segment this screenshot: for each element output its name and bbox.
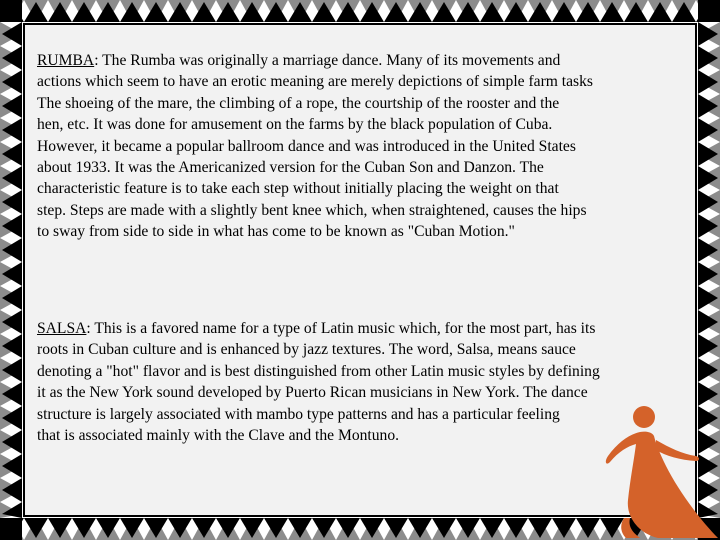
rumba-paragraph <box>37 50 687 243</box>
rumba-text: : The Rumba was originally a marriage dance. Many of its movements and actions which seem to have an erotic meaning are merely depictions of simple farm tasks The shoeing of the mare, the climbing of a rope, the courtship of the rooster and the hen, etc. It was done for amusement on the farms by the black population of Cuba. However, it became a popular ballroom dance and was introduced in the United States about 1933. It was the Americanized version for the Cuban Son and Danzon. The characteristic feature is to take each step without initially placing the weight on that step. Steps are made with a slightly bent knee which, when straightened, causes the hips to sway from side to side in what has come to be known as "Cuban Motion." <box>37 52 593 241</box>
border-corner <box>0 0 22 22</box>
salsa-text: : This is a favored name for a type of Latin music which, for the most part, has its roots in Cuban culture and is enhanced by jazz textures. The word, Salsa, means sauce denoting a "hot" flavor and is best distinguished from other Latin music styles by defining it as the New York sound developed by Puerto Rican musicians in New York. The dance structure is largely associated with mambo type patterns and has a particular feeling that is associated mainly with the Clave and the Montuno. <box>37 320 600 445</box>
border-corner <box>0 518 22 540</box>
salsa-term: SALSA <box>37 320 87 337</box>
dancer-figure-icon <box>600 400 720 540</box>
salsa-paragraph <box>37 318 687 446</box>
border-corner <box>698 0 720 22</box>
rumba-term: RUMBA <box>37 52 95 69</box>
